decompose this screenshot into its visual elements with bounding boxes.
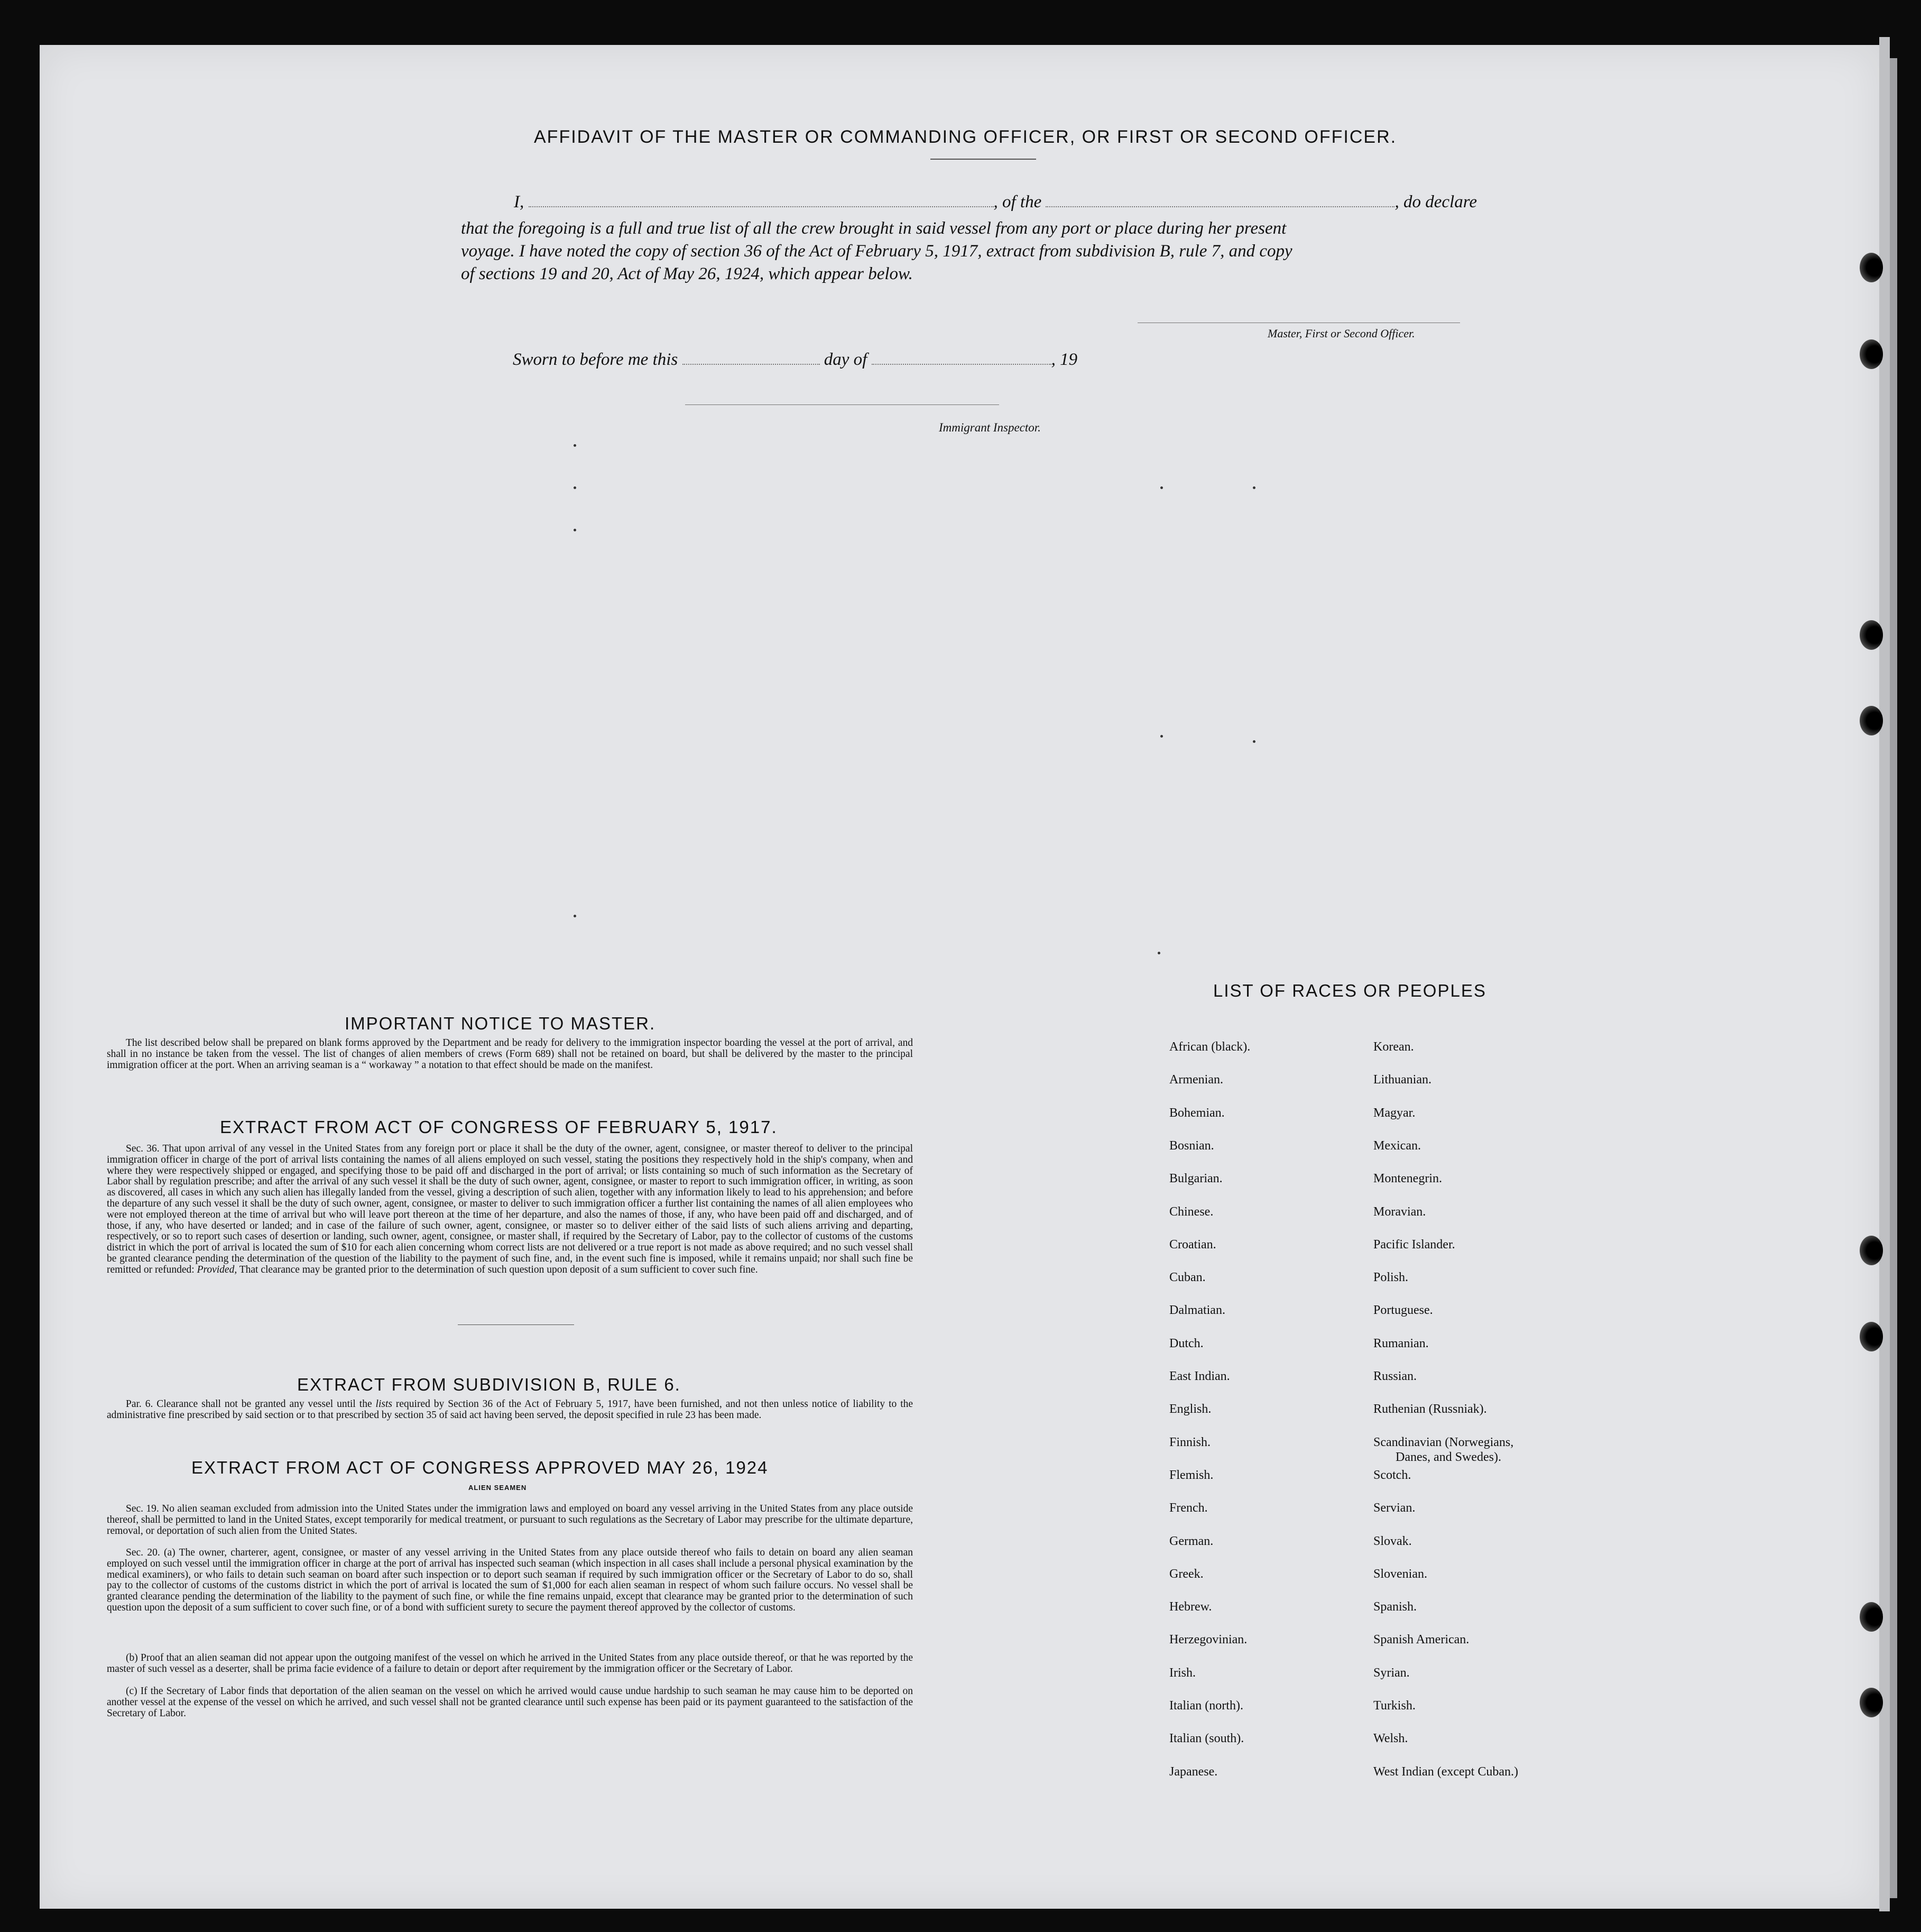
extract-1924-sec20b: (b) Proof that an alien seaman did not appear upon the outgoing manifest of the vessel on which he arrived in the United States from any place outside thereof, or that he was reported by the master of such vessel as a deserter, shall be prima facie evidence of a failure to detain or deport after requirement by the immigration officer or the Secretary of Labor. bbox=[107, 1652, 913, 1675]
text: required by Section 36 of the Act of February 5, 1917, have been furnished, and not then unless notice of liability to the administrative fine prescribed by said section or to that prescribed by section 35 of said act having been served, the deposit specified in rule 23 has been made. bbox=[107, 1399, 913, 1421]
extract-rule6-title: EXTRACT FROM SUBDIVISION B, RULE 6. bbox=[297, 1375, 681, 1394]
page-edge bbox=[1879, 37, 1890, 1911]
race-item: Slovenian. bbox=[1373, 1567, 1427, 1581]
race-item: Finnish. bbox=[1169, 1435, 1211, 1449]
speck bbox=[1253, 486, 1255, 489]
extract-rule6-body bbox=[107, 1399, 913, 1421]
race-item: African (black). bbox=[1169, 1040, 1251, 1054]
race-item: Polish. bbox=[1373, 1271, 1409, 1285]
inspector-signature-line[interactable] bbox=[685, 404, 999, 405]
section-label: Sec. 19. bbox=[126, 1503, 159, 1514]
race-item: Scandinavian (Norwegians, bbox=[1373, 1435, 1514, 1449]
race-item: Spanish. bbox=[1373, 1600, 1417, 1614]
race-item: Dalmatian. bbox=[1169, 1303, 1225, 1318]
affidavit-declaration-line2: that the foregoing is a full and true list of all the crew brought in said vessel from any port or place during her present bbox=[461, 219, 1287, 238]
race-item: Herzegovinian. bbox=[1169, 1633, 1248, 1647]
race-item: Croatian. bbox=[1169, 1237, 1216, 1252]
races-title: LIST OF RACES OR PEOPLES bbox=[1213, 981, 1486, 1000]
speck bbox=[1160, 735, 1163, 738]
speck bbox=[1160, 486, 1163, 489]
race-item: Moravian. bbox=[1373, 1204, 1426, 1219]
text: , do declare bbox=[1394, 192, 1477, 211]
binder-hole bbox=[1860, 253, 1883, 282]
race-item: Greek. bbox=[1169, 1567, 1204, 1581]
race-item: Korean. bbox=[1373, 1040, 1414, 1054]
text: Provided, bbox=[197, 1264, 237, 1275]
race-item: Mexican. bbox=[1373, 1138, 1421, 1153]
sworn-month-field[interactable] bbox=[872, 364, 1051, 365]
race-item: French. bbox=[1169, 1501, 1208, 1515]
sworn-line bbox=[513, 350, 1077, 370]
text: (a) The owner, charterer, agent, consignee, or master of any vessel arriving in the United States from any place outside thereof who fails to detain on board any alien seaman employed on such vessel until the immigration officer in charge at the port of arrival has inspected such seaman (which inspection in all cases shall include a personal physical examination by the medical examiners), or who fails to detain such seaman on board after such inspection or to deport such seaman if required by such immigration officer or the Secretary of Labor to do so, shall pay to the collector of customs of the customs district in which the port of arrival is located the sum of $1,000 for each alien seaman in respect of whom such failure occurs. No vessel shall be granted clearance pending the determination of the liability to the payment of such fine, or while the fine remains unpaid, except that clearance may be granted prior to the determination of such question upon the deposit of a sum sufficient to cover such fine, or of a bond with sufficient surety to secure the payment thereof approved by the collector of customs. bbox=[107, 1547, 913, 1613]
race-item: Bosnian. bbox=[1169, 1138, 1214, 1153]
race-item: Bohemian. bbox=[1169, 1106, 1225, 1120]
race-item-continuation: Danes, and Swedes). bbox=[1396, 1450, 1501, 1464]
race-item: Chinese. bbox=[1169, 1204, 1214, 1219]
speck bbox=[1253, 740, 1255, 743]
notice-title: IMPORTANT NOTICE TO MASTER. bbox=[345, 1014, 656, 1033]
text: That clearance may be granted prior to the determination of such question upon deposit of a sum sufficient to cover such fine. bbox=[239, 1264, 758, 1275]
race-item: Montenegrin. bbox=[1373, 1172, 1442, 1186]
binder-hole bbox=[1860, 1688, 1883, 1717]
text: , of the bbox=[993, 192, 1042, 211]
text: , 19 bbox=[1051, 350, 1078, 369]
race-item: Lithuanian. bbox=[1373, 1073, 1431, 1087]
race-item: Italian (north). bbox=[1169, 1699, 1243, 1713]
race-item: Dutch. bbox=[1169, 1336, 1204, 1350]
binder-hole bbox=[1860, 339, 1883, 369]
vessel-field[interactable] bbox=[1046, 206, 1394, 207]
race-item: Bulgarian. bbox=[1169, 1172, 1223, 1186]
binder-hole bbox=[1860, 1602, 1883, 1632]
race-item: Turkish. bbox=[1373, 1699, 1416, 1713]
inspector-caption: Immigrant Inspector. bbox=[939, 421, 1041, 434]
extract-1917-title: EXTRACT FROM ACT OF CONGRESS OF FEBRUARY 5, 1917. bbox=[220, 1117, 778, 1137]
affidavit-declaration-line3: voyage. I have noted the copy of section 36 of the Act of February 5, 1917, extract from subdivision B, rule 7, and copy bbox=[461, 242, 1292, 261]
race-item: Magyar. bbox=[1373, 1106, 1416, 1120]
extract-1924-subtitle: ALIEN SEAMEN bbox=[468, 1484, 527, 1492]
race-item: Japanese. bbox=[1169, 1764, 1218, 1779]
race-item: Pacific Islander. bbox=[1373, 1237, 1455, 1252]
section-label: Sec. 20. bbox=[126, 1547, 160, 1558]
race-item: Flemish. bbox=[1169, 1468, 1214, 1482]
text: No alien seaman excluded from admission into the United States under the immigration laws and employed on board any vessel arriving in the United States from any place outside thereof, shall be permitted to land in the United States, except temporarily for medical treatment, or pursuant to such regulations as the Secretary of Labor may prescribe for the ultimate departure, removal, or deportation of such alien from the United States. bbox=[107, 1503, 913, 1537]
text: Sworn to before me this bbox=[513, 350, 678, 369]
race-item: German. bbox=[1169, 1534, 1214, 1548]
race-item: Irish. bbox=[1169, 1666, 1196, 1680]
race-item: English. bbox=[1169, 1402, 1212, 1416]
race-item: Armenian. bbox=[1169, 1073, 1223, 1087]
speck bbox=[574, 486, 576, 489]
extract-1924-sec19 bbox=[107, 1504, 913, 1537]
race-item: Syrian. bbox=[1373, 1666, 1410, 1680]
signer-caption: Master, First or Second Officer. bbox=[1268, 327, 1415, 340]
race-item: Russian. bbox=[1373, 1369, 1417, 1383]
text: That upon arrival of any vessel in the United States from any foreign port or place it shall be the duty of the owner, agent, consignee, or master thereof to deliver to the principal immigration officer in charge of the port of arrival lists containing the names of all aliens employed on such vessel, stating the positions they respectively hold in the ship's company, when and where they were respectively shipped or engaged, and specifying those to be paid off and discharged in the port of arrival; or lists containing so much of such information as the Secretary of Labor shall by regulation prescribe; and after the arrival of any such vessel it shall be the duty of such owner, agent, consignee, or master to report to such immigration officer, in writing, as soon as discovered, all cases in which any such alien has illegally landed from the vessel, giving a description of such alien, together with any information likely to lead to his apprehension; and before the departure of any such vessel it shall be the duty of such owner, agent, consignee, or master to deliver to such immigration officer a further list containing the names of all alien employees who were not employed thereon at the time of arrival but who will leave port thereon at the time of her departure, and also the names of those, if any, who have been paid off and discharged, and of those, if any, who have deserted or landed; and in case of the failure of such owner, agent, consignee, or master so to deliver either of the said lists of such aliens arriving and departing, respectively, or so to report such cases of desertion or landing, such owner, agent, consignee, or master shall, if required by the Secretary of Labor, pay to the collector of customs of the customs district in which the port of arrival is located the sum of $10 for each alien concerning whom correct lists are not delivered or a true report is not made as above required; and no such vessel shall be granted clearance pending the determination of the question of the liability to the payment of such fine, and, in the event such fine is imposed, while it remains unpaid; nor shall such fine be remitted or refunded: bbox=[107, 1143, 913, 1275]
affidavit-declaration-line1 bbox=[514, 192, 1502, 212]
speck bbox=[574, 915, 576, 917]
extract-1924-sec20c: (c) If the Secretary of Labor finds that deportation of the alien seaman on the vessel on which he arrived would cause undue hardship to such seaman he may cause him to be deported on another vessel at the expense of the vessel on which he arrived, and such vessel shall not be granted clearance until such expense has been paid or its payment guaranteed to the satisfaction of the Secretary of Labor. bbox=[107, 1686, 913, 1719]
sworn-day-field[interactable] bbox=[682, 364, 820, 365]
race-item: Spanish American. bbox=[1373, 1633, 1470, 1647]
binder-hole bbox=[1860, 706, 1883, 735]
divider bbox=[930, 159, 1036, 160]
extract-1917-body bbox=[107, 1144, 913, 1276]
race-item: Ruthenian (Russniak). bbox=[1373, 1402, 1487, 1416]
race-item: Slovak. bbox=[1373, 1534, 1412, 1548]
race-item: Hebrew. bbox=[1169, 1600, 1212, 1614]
binder-hole bbox=[1860, 620, 1883, 650]
page-edge-back bbox=[1890, 58, 1897, 1898]
speck bbox=[574, 444, 576, 447]
name-field[interactable] bbox=[529, 206, 994, 207]
section-label: Sec. 36. bbox=[126, 1143, 160, 1154]
race-item: Servian. bbox=[1373, 1501, 1416, 1515]
race-item: Cuban. bbox=[1169, 1271, 1206, 1285]
extract-1924-title: EXTRACT FROM ACT OF CONGRESS APPROVED MAY 26, 1924 bbox=[191, 1458, 769, 1477]
binder-hole bbox=[1860, 1322, 1883, 1351]
text: day of bbox=[824, 350, 867, 369]
race-item: Rumanian. bbox=[1373, 1336, 1429, 1350]
text: I, bbox=[514, 192, 524, 211]
race-item: Scotch. bbox=[1373, 1468, 1411, 1482]
extract-1924-sec20a bbox=[107, 1548, 913, 1614]
speck bbox=[1158, 952, 1160, 954]
document-page bbox=[40, 45, 1879, 1909]
race-item: East Indian. bbox=[1169, 1369, 1230, 1383]
affidavit-declaration-line4: of sections 19 and 20, Act of May 26, 1924, which appear below. bbox=[461, 264, 913, 283]
race-item: Portuguese. bbox=[1373, 1303, 1433, 1318]
text: lists bbox=[375, 1399, 392, 1410]
notice-body: The list described below shall be prepared on blank forms approved by the Department and be ready for delivery to the immigration inspector boarding the vessel at the port of arrival, and shall in no instance be taken from the vessel. The list of changes of alien members of crews (Form 689) shall not be retained on board, but shall be delivered by the master to the principal immigration officer at the port. When an arriving seaman is a “ workaway ” a notation to that effect should be made on the manifest. bbox=[107, 1037, 913, 1071]
binder-hole bbox=[1860, 1236, 1883, 1265]
race-item: Italian (south). bbox=[1169, 1732, 1244, 1746]
affidavit-title: AFFIDAVIT OF THE MASTER OR COMMANDING OFFICER, OR FIRST OR SECOND OFFICER. bbox=[534, 127, 1397, 147]
speck bbox=[574, 529, 576, 531]
race-item: Welsh. bbox=[1373, 1732, 1408, 1746]
divider bbox=[458, 1324, 574, 1325]
text: Par. 6. Clearance shall not be granted any vessel until the bbox=[126, 1399, 372, 1410]
race-item: West Indian (except Cuban.) bbox=[1373, 1764, 1518, 1779]
